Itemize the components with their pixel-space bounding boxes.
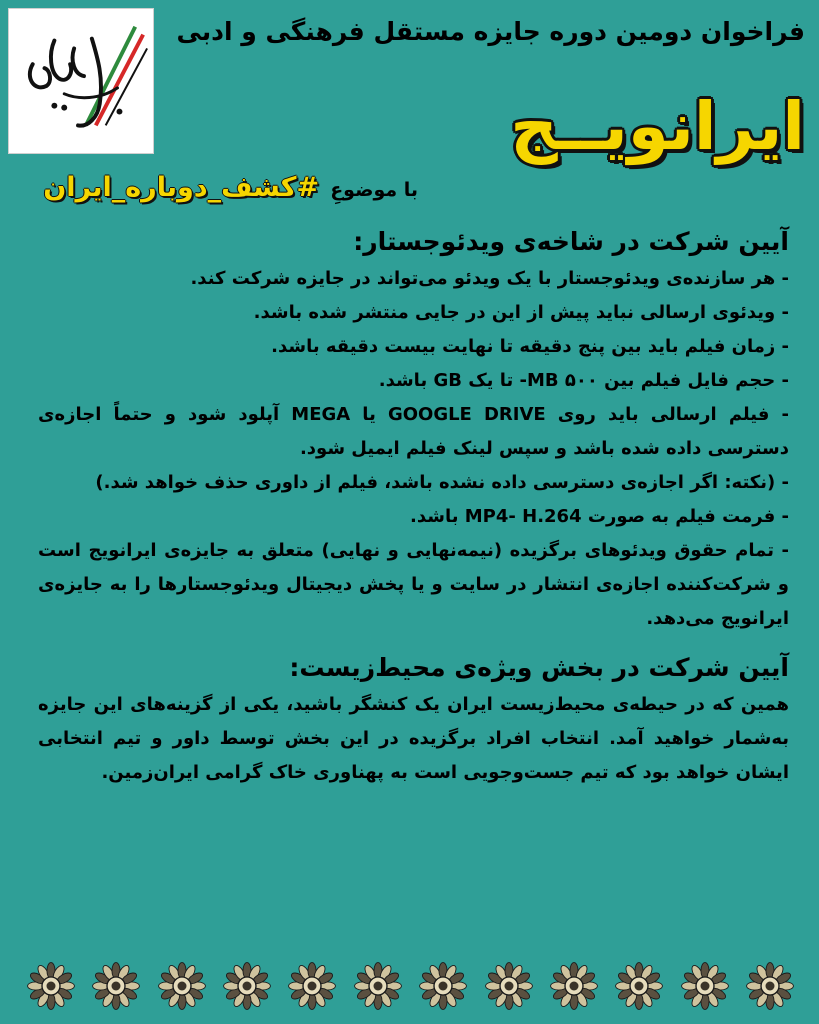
rule-item: - حجم فایل فیلم بین ۵۰۰ MB- تا یک GB باشد. bbox=[378, 370, 789, 391]
flower-rosette-icon bbox=[612, 959, 666, 1013]
flower-rosette-icon bbox=[482, 959, 536, 1013]
environment-paragraph: همین که در حیطه‌ی محیط‌زیست ایران یک کنشگر باشید، یکی از گزینه‌های این جایزه به‌شمار خواهید آمد. انتخاب افراد برگزیده در این بخش توسط داور و تیم انتخابی ایشان خواهد بود که تیم جست‌وجویی است به پهناوری خاک گرامی ایران‌زمین. bbox=[38, 694, 789, 783]
logo bbox=[8, 8, 154, 154]
video-essay-section bbox=[38, 222, 789, 636]
environment-section-title: آیین شرکت در بخش ویژه‌ی محیط‌زیست: bbox=[289, 653, 789, 682]
brand-title: ایرانویــج bbox=[510, 88, 805, 165]
flower-rosette-icon bbox=[743, 959, 797, 1013]
rule-item: - فیلم ارسالی باید روی GOOGLE DRIVE یا MEGA آپلود شود و حتماً اجازه‌ی دسترسی داده شده باشد و سپس لینک فیلم ایمیل شود. bbox=[38, 404, 789, 459]
topic-hashtag: #کشف_دوباره_ایران bbox=[43, 172, 320, 203]
rule-item: - زمان فیلم باید بین پنج دقیقه تا نهایت بیست دقیقه باشد. bbox=[271, 336, 789, 357]
flower-rosette-icon bbox=[89, 959, 143, 1013]
call-subtitle: فراخوان دومین دوره جایزه مستقل فرهنگی و ادبی bbox=[176, 17, 805, 46]
rule-item: - تمام حقوق ویدئوهای برگزیده (نیمه‌نهایی و نهایی) متعلق به جایزه‌ی ایرانویج است و شرکت‌کننده اجازه‌ی انتشار در سایت و یا پخش دیجیتال ویدئوجستارها را به جایزه‌ی ایرانویج می‌دهد. bbox=[38, 540, 789, 629]
rule-item: - ویدئوی ارسالی نباید پیش از این در جایی منتشر شده باشد. bbox=[253, 302, 789, 323]
ornament-row bbox=[24, 958, 797, 1014]
flower-rosette-icon bbox=[547, 959, 601, 1013]
video-rules-list bbox=[38, 262, 789, 636]
video-section-title: آیین شرکت در شاخه‌ی ویدئوجستار: bbox=[353, 227, 789, 256]
topic-line bbox=[28, 170, 418, 209]
rule-item: - هر سازنده‌ی ویدئوجستار با یک ویدئو می‌تواند در جایزه شرکت کند. bbox=[190, 268, 789, 289]
flower-rosette-icon bbox=[416, 959, 470, 1013]
topic-prefix: با موضوعِ bbox=[330, 179, 418, 201]
flower-rosette-icon bbox=[678, 959, 732, 1013]
flower-rosette-icon bbox=[220, 959, 274, 1013]
flower-rosette-icon bbox=[24, 959, 78, 1013]
flower-rosette-icon bbox=[285, 959, 339, 1013]
environment-section bbox=[38, 648, 789, 790]
flower-rosette-icon bbox=[155, 959, 209, 1013]
rule-item: - فرمت فیلم به صورت MP4- H.264 باشد. bbox=[410, 506, 789, 527]
iranvij-calligraphy-logo bbox=[9, 9, 153, 153]
main-content bbox=[38, 222, 789, 790]
rule-item: - (نکته: اگر اجازه‌ی دسترسی داده نشده باشد، فیلم از داوری حذف خواهد شد.) bbox=[95, 472, 789, 493]
flower-rosette-icon bbox=[351, 959, 405, 1013]
